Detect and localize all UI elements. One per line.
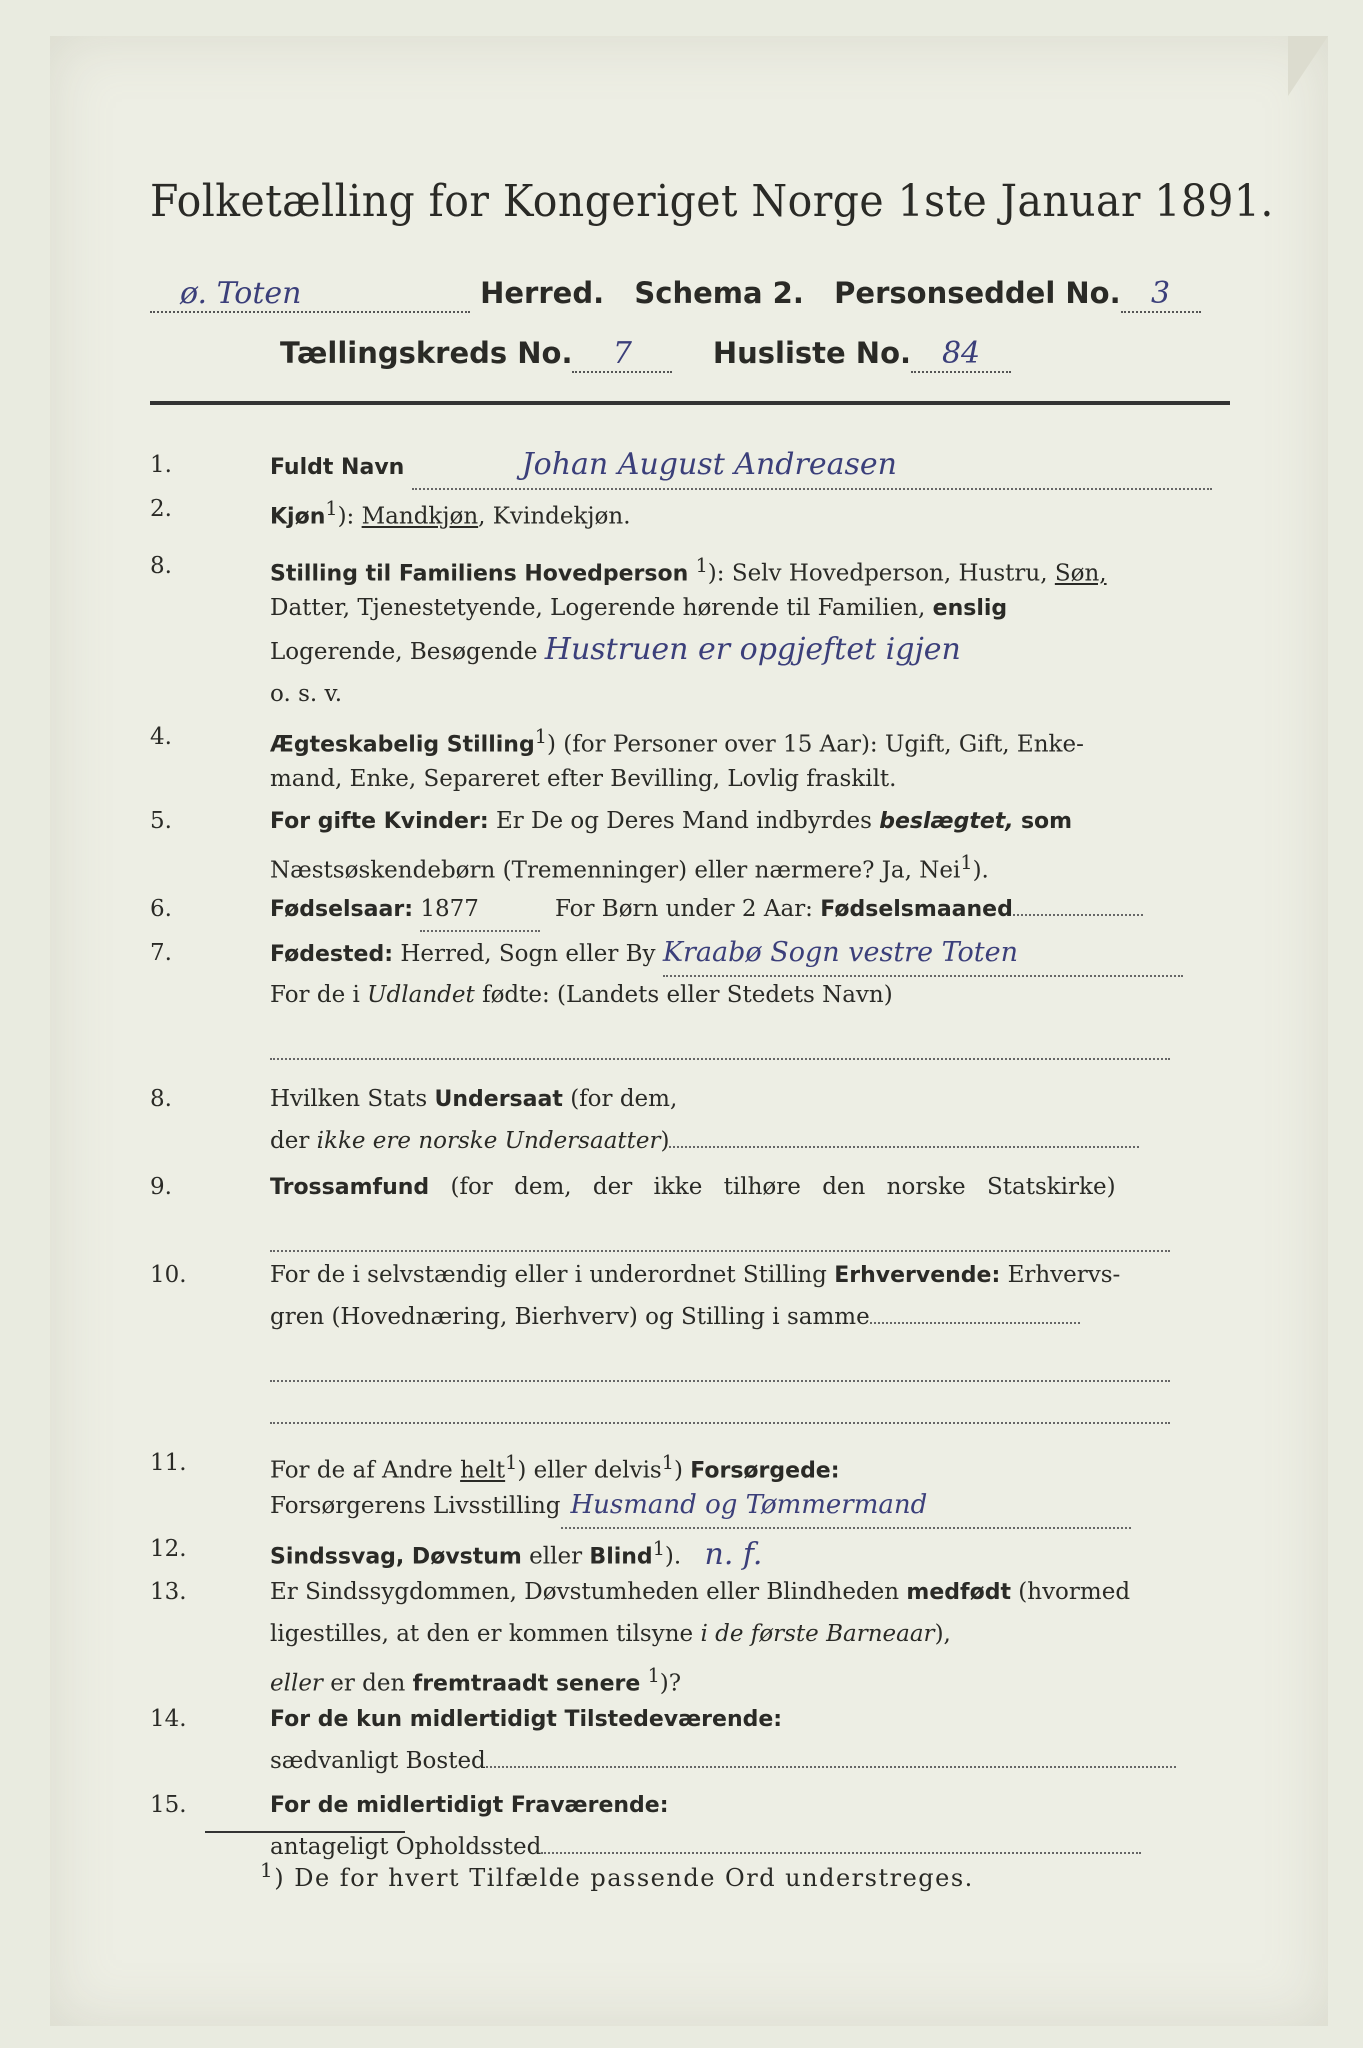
provider-field <box>561 1484 1131 1529</box>
question-text: For de i selvstændig eller i underordnet Stilling <box>270 1262 827 1288</box>
provider-occupation-value: Husmand og Tømmermand <box>570 1490 928 1520</box>
birth-year-field <box>420 888 540 932</box>
question-text: er den <box>330 1670 406 1697</box>
question-text: Næstsøskendebørn (Tremenninger) eller nærmere? Ja, Nei <box>270 857 961 884</box>
question-text: (for Personer over 15 Aar): Ugift, Gift, Enke- <box>563 731 1084 758</box>
personseddel-value: 3 <box>1151 276 1171 311</box>
question-label: Fuldt Navn <box>270 455 405 480</box>
question-number: 1. <box>150 452 172 478</box>
fremtraadt-label: fremtraadt senere <box>412 1671 641 1697</box>
question-text: (for dem, der ikke tilhøre den norske <box>450 1174 966 1200</box>
residence-field <box>486 1766 1176 1768</box>
forsorgede-label: Forsørgede: <box>690 1458 840 1484</box>
question-text: For de af Andre <box>270 1457 453 1484</box>
husliste-field <box>911 336 1011 373</box>
question-text: gren (Hovednæring, Bierhverv) og Stilling i samme <box>270 1304 870 1330</box>
question-number: 12. <box>150 1536 187 1562</box>
question-number: 9. <box>150 1174 172 1200</box>
option-son: Søn, <box>1054 560 1107 587</box>
folded-corner <box>1288 36 1328 96</box>
question-number: 4. <box>150 724 172 750</box>
kreds-label: Tællingskreds No. <box>280 336 573 370</box>
question-text: mand, Enke, Separeret efter Bevilling, Lovlig fraskilt. <box>270 766 897 792</box>
question-text: (for dem, <box>570 1086 678 1112</box>
footnote: $^1$) De for hvert Tilfælde passende Ord understreges. <box>260 1858 974 1892</box>
question-text: o. s. v. <box>270 681 343 707</box>
herred-field <box>150 276 470 313</box>
question-text: Hvilken Stats <box>270 1086 428 1112</box>
question-text: (hvormed <box>1018 1579 1131 1605</box>
birthplace-value: Kraabø Sogn vestre Toten <box>662 937 1019 968</box>
question-text: For Børn under 2 Aar: <box>554 896 813 922</box>
helt-option: helt <box>460 1457 506 1484</box>
question-number: 11. <box>150 1450 187 1476</box>
question-label: For gifte Kvinder: <box>270 809 489 834</box>
question-text: Erhvervs- <box>1007 1262 1121 1288</box>
family-position-value: Hustruen er opgjeftet igjen <box>544 632 961 667</box>
question-label: For de midlertidigt Fraværende: <box>270 1793 669 1818</box>
question-number: 8. <box>150 1086 172 1112</box>
kreds-field <box>572 336 672 373</box>
herred-value: ø. Toten <box>180 276 302 311</box>
statskirke-label: Statskirke) <box>986 1174 1116 1200</box>
full-name-value: Johan August Andreasen <box>521 447 897 482</box>
question-label: Sindssvag, Døvstum <box>270 1544 522 1570</box>
question-text: sædvanligt Bosted <box>270 1748 486 1774</box>
name-field <box>412 444 1212 490</box>
question-text: Logerende, Besøgende <box>270 639 538 665</box>
personseddel-label: Personseddel No. <box>834 276 1121 310</box>
question-number: 15. <box>150 1792 187 1818</box>
question-number: 8. <box>150 553 172 579</box>
faith-field <box>270 1208 1170 1252</box>
beslaegtet-label: beslægtet, <box>879 809 1014 834</box>
option-kvindekjon: Kvindekjøn. <box>492 503 631 530</box>
footnote-rule <box>205 1831 405 1833</box>
som-label: som <box>1020 809 1073 834</box>
question-number: 2. <box>150 496 172 522</box>
herred-label: Herred. <box>480 276 605 310</box>
question-text: i de første Barneaar <box>700 1621 935 1647</box>
question-text: ikke ere norske Undersaatter <box>316 1128 661 1154</box>
herred-line <box>150 276 1201 313</box>
question-text: Forsørgerens Livsstilling <box>270 1493 561 1519</box>
occupation-field <box>870 1322 1080 1324</box>
birth-month-field <box>1013 914 1143 916</box>
question-text: eller <box>270 1670 323 1697</box>
question-label: Ægteskabelig Stilling <box>270 732 535 758</box>
question-text: fødte: (Landets eller Stedets Navn) <box>482 982 893 1008</box>
question-number: 10. <box>150 1262 187 1288</box>
birth-year-value: 1877 <box>420 896 479 922</box>
question-text: Selv Hovedperson, Hustru, <box>731 560 1048 587</box>
question-text: eller delvis <box>533 1457 662 1484</box>
udlandet-label: Udlandet <box>367 982 475 1008</box>
question-text: ligestilles, at den er kommen tilsyne <box>270 1621 694 1647</box>
header-rule <box>150 401 1230 405</box>
question-label: Fødested: <box>270 942 393 967</box>
question-label: Kjøn <box>270 504 326 530</box>
blind-label: Blind <box>589 1544 653 1570</box>
question-number: 14. <box>150 1706 187 1732</box>
question-text: der <box>270 1128 310 1154</box>
question-text: eller <box>529 1543 583 1570</box>
foreign-birthplace-field <box>270 1016 1170 1060</box>
question-text: Herred, Sogn eller By <box>400 941 656 967</box>
question-text: antageligt Opholdssted <box>270 1834 542 1860</box>
whereabouts-field <box>541 1852 1141 1854</box>
birthplace-field <box>663 932 1183 977</box>
husliste-label: Husliste No. <box>712 336 912 370</box>
enslig-label: enslig <box>932 596 1008 621</box>
form-title: Folketælling for Kongeriget Norge 1ste Januar 1891. <box>150 176 1274 227</box>
question-text: Datter, Tjenestetyende, Logerende hørende til Familien, <box>270 595 926 621</box>
option-mandkjon: Mandkjøn <box>361 503 479 530</box>
question-label: Stilling til Familiens Hovedperson <box>270 561 689 587</box>
kreds-line <box>280 336 1011 373</box>
question-text: Er De og Deres Mand indbyrdes <box>495 808 872 834</box>
occupation-field-3 <box>270 1380 1170 1424</box>
census-form-page: Folketælling for Kongeriget Norge 1ste Januar 1891. ø. Toten Herred. Schema 2. Personseddel No. 3 Tællingskreds No. 7 Husliste No. 84 1. Fuldt Navn Johan August Andreasen 2. Kjøn$^1$): Mandkjøn, Kvindekjøn. 8. Stilling til Familiens Hovedperson $^1$): Selv Hovedperson, Hustru, Søn, Datter, Tjenestetyende, Logerende hørende til Familien, enslig Logerende, Besøgende Hustruen er opgjeftet igjen o. s. v. 4. Ægteskabelig Stilling$^1$) (for Personer over 15 Aar): Ugift, Gift, Enke- mand, Enke, Separeret efter Bevilling, Lovlig fraskilt. 5. For gifte Kvinder: Er De og Deres Mand indbyrdes beslægtet, som Næstsøskendebørn (Tremenninger) eller nærmere? Ja, Nei$^1$). 6. Fødselsaar: 1877 For Børn under 2 Aar: Fødselsmaaned 7. Fødested: Herred, Sogn eller By Kraabø Sogn vestre Toten For de i Udlandet fødte: (Landets eller Stedets Navn) 8. Hvilken Stats Undersaat (for dem, der ikke ere norske Undersaatter) 9. Trossamfund (for dem, der ikke tilhøre den norske Statskirke) 10. For de i selvstændig eller i underordnet Stilling Erhvervende: Erhvervs- gren (Hovednæring, Bierhverv) og Stilling i samme 11. For de af Andre helt$^1$) eller delvis$^1$) Forsørgede: Forsørgerens Livsstilling Husmand og Tømmermand 12. Sindssvag, Døvstum eller Blind$^1$). n. f. 13. Er Sindssygdommen, Døvstumheden eller Blindheden medfødt (hvormed ligestilles, at den er kommen tilsyne i de første Barneaar), eller er den fremtraadt senere $^1$)? 14. For de kun midlertidigt Tilstedeværende: sædvanligt Bosted 15. For de midlertidigt Fraværende: antageligt Opholdssted $^1$) De for hvert Tilfælde passende Ord understreges. <box>50 36 1328 2026</box>
question-label: For de kun midlertidigt Tilstedeværende: <box>270 1707 783 1732</box>
question-number: 7. <box>150 940 172 966</box>
schema-label: Schema 2. <box>634 276 804 310</box>
citizenship-field <box>669 1146 1139 1148</box>
question-text: For de i <box>270 982 360 1008</box>
question-number: 13. <box>150 1579 187 1605</box>
occupation-field-2 <box>270 1338 1170 1382</box>
disability-value: n. f. <box>704 1536 763 1572</box>
question-label: Trossamfund <box>270 1175 430 1200</box>
medfodt-label: medfødt <box>906 1580 1011 1605</box>
question-number: 5. <box>150 808 172 834</box>
undersaat-label: Undersaat <box>434 1087 563 1112</box>
footnote-text: De for hvert Tilfælde passende Ord understreges. <box>294 1864 974 1892</box>
personseddel-field <box>1121 276 1201 313</box>
question-label: Fødselsaar: <box>270 897 413 922</box>
husliste-value: 84 <box>941 336 981 371</box>
erhvervende-label: Erhvervende: <box>834 1263 1001 1288</box>
question-text: Er Sindssygdommen, Døvstumheden eller Blindheden <box>270 1579 900 1605</box>
kreds-value: 7 <box>612 336 633 371</box>
question-number: 6. <box>150 896 172 922</box>
birth-month-label: Fødselsmaaned <box>820 897 1013 922</box>
